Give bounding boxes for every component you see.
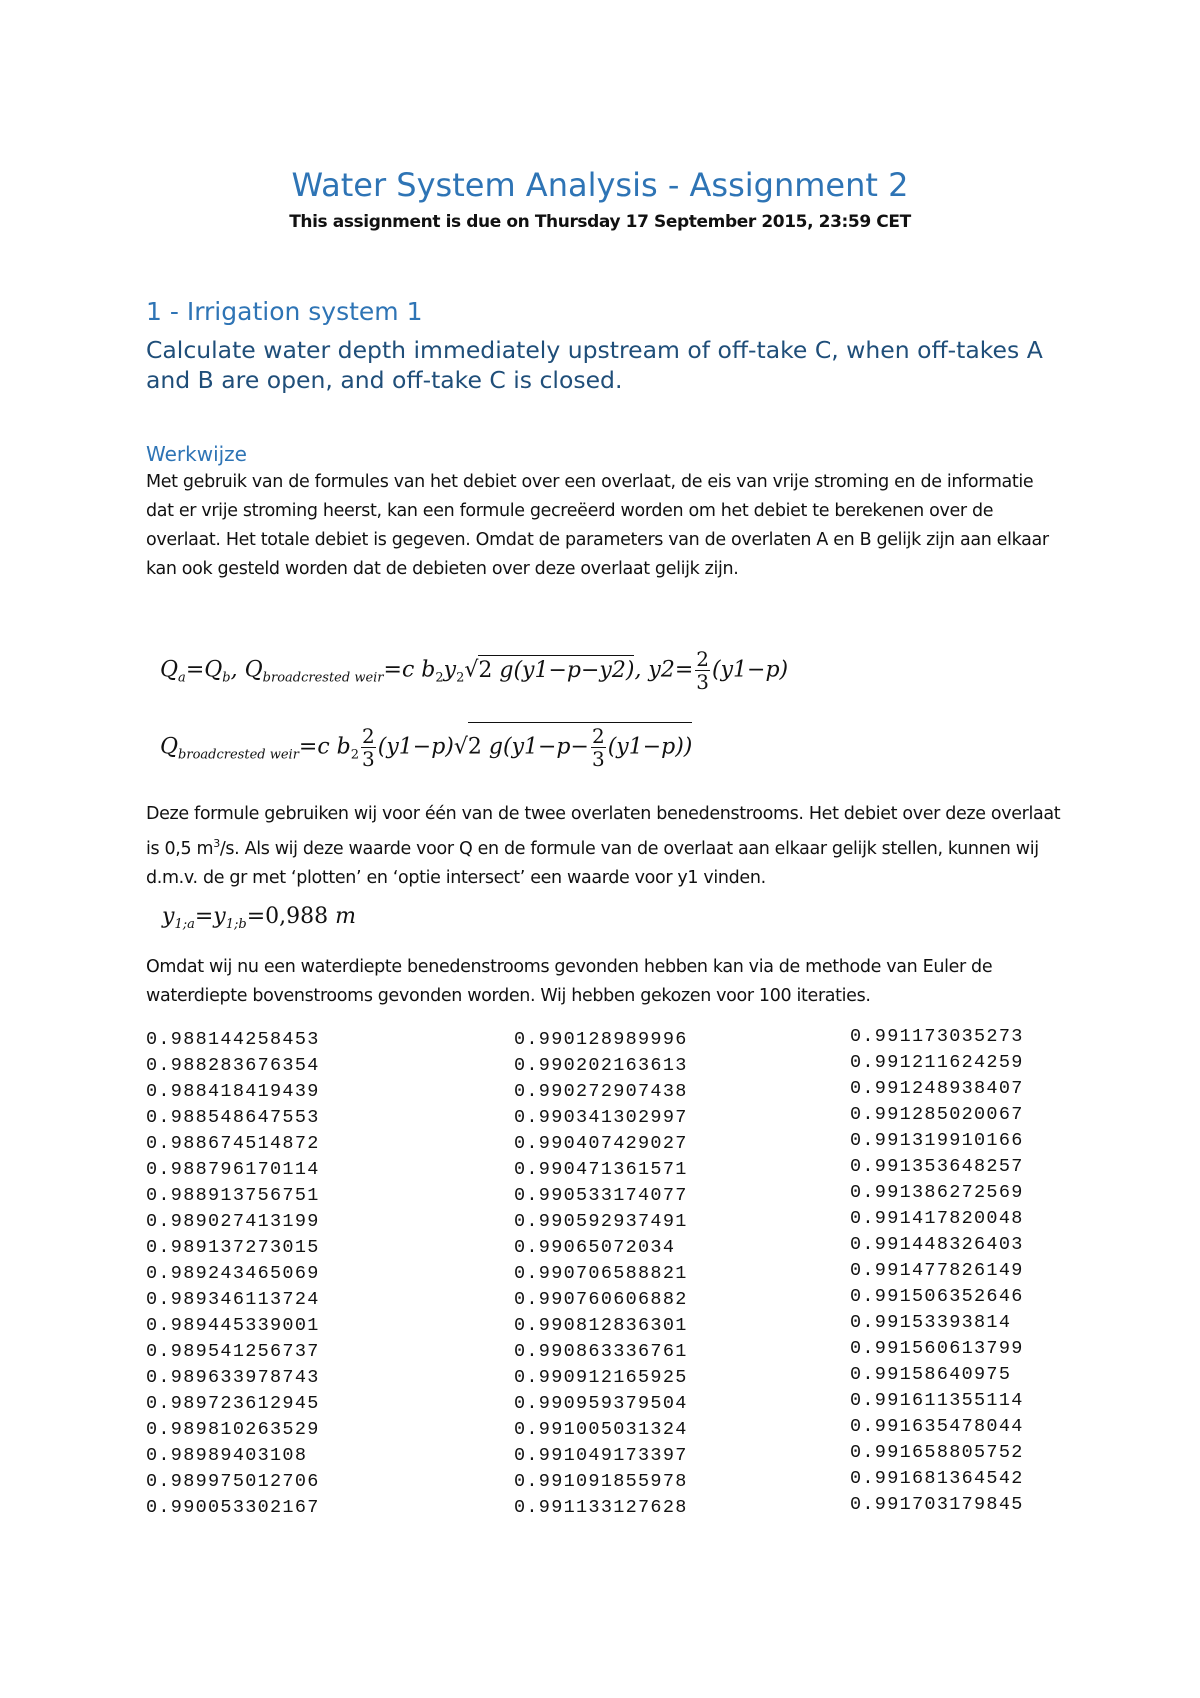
iteration-value: 0.990912165925 bbox=[514, 1367, 688, 1388]
iteration-value: 0.99158640975 bbox=[850, 1364, 1012, 1385]
iteration-value: 0.991173035273 bbox=[850, 1026, 1024, 1047]
iteration-value: 0.991417820048 bbox=[850, 1208, 1024, 1229]
result-unit: m bbox=[335, 904, 356, 929]
iteration-value: 0.990706588821 bbox=[514, 1263, 688, 1284]
iteration-value: 0.991477826149 bbox=[850, 1260, 1024, 1281]
iteration-value: 0.989137273015 bbox=[146, 1237, 320, 1258]
iteration-value: 0.991133127628 bbox=[514, 1497, 688, 1518]
question-heading: Calculate water depth immediately upstream of off-take C, when off-takes A and B are open, and off-take C is closed. bbox=[146, 336, 1043, 394]
iteration-value: 0.988418419439 bbox=[146, 1081, 320, 1102]
formula-subscript: broadcrested weir bbox=[178, 747, 299, 763]
iteration-value: 0.990760606882 bbox=[514, 1289, 688, 1310]
iteration-value: 0.991506352646 bbox=[850, 1286, 1024, 1307]
intro-paragraph: Met gebruik van de formules van het debiet over een overlaat, de eis van vrije stroming en de informatie dat er vrije stroming heerst, kan een formule gecreëerd worden om het debiet te berekenen over de overlaat. Het totale debiet is gegeven. Omdat de parameters van de overlaten A en B gelijk zijn aan elkaar kan ook gesteld worden dat de debieten over deze overlaat gelijk zijn. bbox=[146, 472, 1049, 579]
iteration-value: 0.991049173397 bbox=[514, 1445, 688, 1466]
iteration-value: 0.991211624259 bbox=[850, 1052, 1024, 1073]
iteration-value: 0.988674514872 bbox=[146, 1133, 320, 1154]
iteration-value: 0.989633978743 bbox=[146, 1367, 320, 1388]
iteration-column-1 bbox=[146, 1027, 320, 1521]
unit-exponent: 3 bbox=[213, 837, 220, 850]
discharge-paragraph bbox=[146, 800, 1066, 893]
iteration-value: 0.991448326403 bbox=[850, 1234, 1024, 1255]
iteration-value: 0.990341302997 bbox=[514, 1107, 688, 1128]
formula-subscript: b bbox=[222, 670, 231, 686]
iteration-value: 0.989541256737 bbox=[146, 1341, 320, 1362]
discharge-text-b: /s. Als wij deze waarde voor Q en de formule van de overlaat aan elkaar gelijk stellen, kunnen wij d.m.v. de gr met ‘plotten’ en ‘optie intersect’ een waarde voor y1 vinden. bbox=[146, 839, 1039, 888]
iteration-value: 0.989027413199 bbox=[146, 1211, 320, 1232]
iteration-value: 0.989810263529 bbox=[146, 1419, 320, 1440]
iteration-value: 0.991319910166 bbox=[850, 1130, 1024, 1151]
iteration-value: 0.99153393814 bbox=[850, 1312, 1012, 1333]
iteration-value: 0.991248938407 bbox=[850, 1078, 1024, 1099]
iteration-value: 0.991681364542 bbox=[850, 1468, 1024, 1489]
iteration-value: 0.989445339001 bbox=[146, 1315, 320, 1336]
iteration-column-2 bbox=[514, 1027, 688, 1521]
iteration-value: 0.990533174077 bbox=[514, 1185, 688, 1206]
result-value: =0,988 bbox=[246, 904, 329, 929]
formula-subscript: a bbox=[178, 670, 186, 686]
iteration-value: 0.991353648257 bbox=[850, 1156, 1024, 1177]
iteration-value: 0.988548647553 bbox=[146, 1107, 320, 1128]
iteration-value: 0.991703179845 bbox=[850, 1494, 1024, 1515]
iteration-value: 0.988913756751 bbox=[146, 1185, 320, 1206]
method-heading: Werkwijze bbox=[146, 442, 247, 466]
discharge-text-a: Deze formule gebruiken wij voor één van de twee overlaten benedenstrooms. Het debiet over deze overlaat is 0,5 m bbox=[146, 804, 1061, 859]
iteration-value: 0.990053302167 bbox=[146, 1497, 320, 1518]
iteration-value: 0.990812836301 bbox=[514, 1315, 688, 1336]
due-date-note: This assignment is due on Thursday 17 September 2015, 23:59 CET bbox=[289, 212, 911, 232]
iteration-value: 0.990128989996 bbox=[514, 1029, 688, 1050]
formula-subscript: 1;b bbox=[225, 917, 247, 932]
formula-subscript: broadcrested weir bbox=[262, 670, 384, 686]
iteration-value: 0.990959379504 bbox=[514, 1393, 688, 1414]
formula-discharge-equality: $Q_a=Q_b$, $Q_{broadcrested weir}=c$ $b_2y_2√2$ g(y1−p−y2), y2= $\frac{2}{3}$ (y1−p) bbox=[160, 647, 789, 694]
iteration-value: 0.988283676354 bbox=[146, 1055, 320, 1076]
iteration-value: 0.990272907438 bbox=[514, 1081, 688, 1102]
iteration-value: 0.991285020067 bbox=[850, 1104, 1024, 1125]
iteration-column-3 bbox=[850, 1024, 1024, 1518]
iteration-value: 0.988144258453 bbox=[146, 1029, 320, 1050]
iteration-value: 0.990407429027 bbox=[514, 1133, 688, 1154]
iteration-value: 0.989975012706 bbox=[146, 1471, 320, 1492]
iteration-value: 0.991560613799 bbox=[850, 1338, 1024, 1359]
iteration-value: 0.988796170114 bbox=[146, 1159, 320, 1180]
iteration-value: 0.990592937491 bbox=[514, 1211, 688, 1232]
iteration-value: 0.98989403108 bbox=[146, 1445, 308, 1466]
iteration-value: 0.989243465069 bbox=[146, 1263, 320, 1284]
document-title: Water System Analysis - Assignment 2 bbox=[291, 166, 909, 204]
iteration-value: 0.991005031324 bbox=[514, 1419, 688, 1440]
iteration-value: 0.990863336761 bbox=[514, 1341, 688, 1362]
formula-result: $y_{1;a}=y_{1;b}=0,988$ m bbox=[162, 904, 356, 932]
section-heading: 1 - Irrigation system 1 bbox=[146, 297, 423, 326]
iteration-value: 0.989346113724 bbox=[146, 1289, 320, 1310]
iteration-value: 0.990202163613 bbox=[514, 1055, 688, 1076]
iteration-value: 0.991635478044 bbox=[850, 1416, 1024, 1437]
formula-subscript: 1;a bbox=[174, 917, 195, 932]
iteration-value: 0.990471361571 bbox=[514, 1159, 688, 1180]
iteration-value: 0.989723612945 bbox=[146, 1393, 320, 1414]
iteration-value: 0.991658805752 bbox=[850, 1442, 1024, 1463]
iteration-value: 0.99065072034 bbox=[514, 1237, 676, 1258]
iteration-value: 0.991611355114 bbox=[850, 1390, 1024, 1411]
iteration-value: 0.991386272569 bbox=[850, 1182, 1024, 1203]
euler-paragraph: Omdat wij nu een waterdiepte benedenstrooms gevonden hebben kan via de methode van Euler de waterdiepte bovenstrooms gevonden worden. Wij hebben gekozen voor 100 iteraties. bbox=[146, 957, 993, 1006]
iteration-value: 0.991091855978 bbox=[514, 1471, 688, 1492]
formula-weir-discharge: $Q_{broadcrested weir}=c$ $b_2$ $\frac{2}{3}$ (y1−p)√2 g(y1−p− $\frac{2}{3}$ (y1−p)) bbox=[160, 724, 693, 771]
